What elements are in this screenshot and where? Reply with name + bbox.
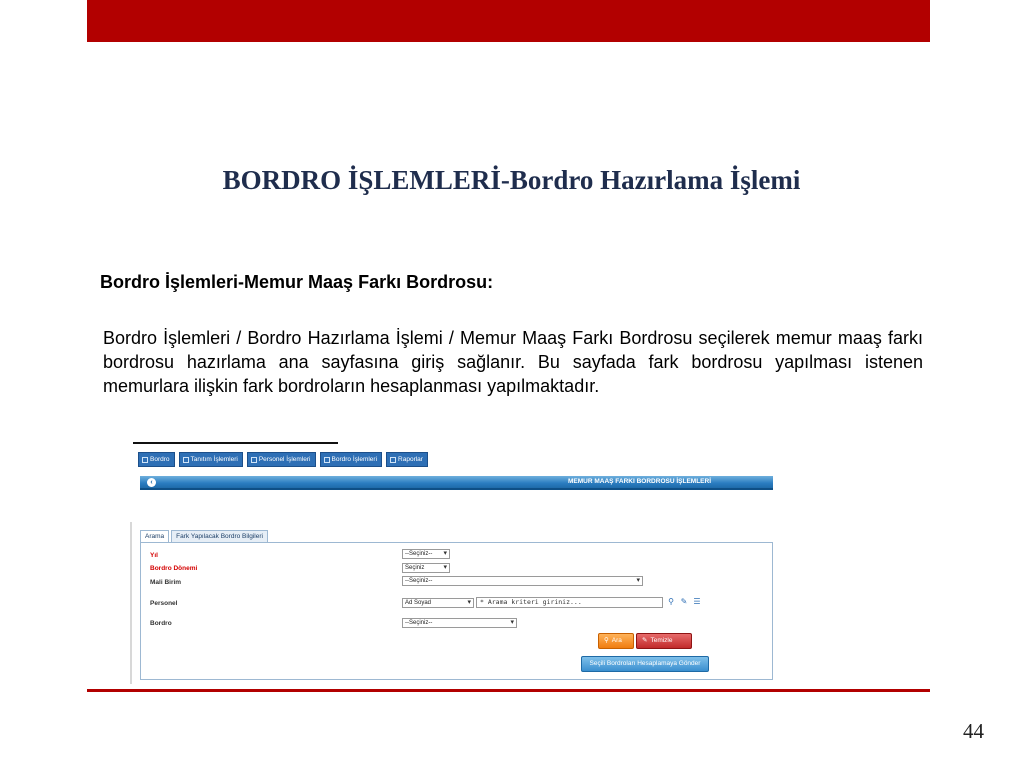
- bordro-label: Bordro: [150, 620, 172, 627]
- menu-item-bordro[interactable]: [138, 452, 175, 467]
- bottom-accent-line: [87, 689, 930, 692]
- brush-icon: ✎: [642, 637, 648, 644]
- grid-icon: [142, 457, 148, 463]
- menu-item-raporlar[interactable]: [386, 452, 428, 467]
- page-header-bar: [140, 476, 773, 490]
- menu-item-label: Raporlar: [398, 456, 423, 463]
- donem-label: Bordro Dönemi: [150, 565, 198, 572]
- temizle-button-label: Temizle: [650, 637, 673, 644]
- donem-select[interactable]: Seçiniz ▾: [402, 563, 450, 573]
- tab-fark-bordro[interactable]: Fark Yapılacak Bordro Bilgileri: [171, 530, 268, 542]
- menu-item-label: Bordro İşlemleri: [331, 456, 378, 463]
- main-menu: [138, 452, 428, 467]
- bordro-select[interactable]: --Seçiniz-- ▾: [402, 618, 517, 628]
- grid-icon: [183, 457, 189, 463]
- menu-item-label: Tanıtım İşlemleri: [190, 456, 238, 463]
- top-accent-bar: [87, 0, 930, 42]
- tab-bar: [140, 530, 268, 542]
- search-form: [140, 542, 773, 680]
- grid-icon: [324, 457, 330, 463]
- slide-body-text: Bordro İşlemleri / Bordro Hazırlama İşlemi / Memur Maaş Farkı Bordrosu seçilerek memur maaş farkı bordrosu hazırlama ana sayfasına giriş sağlanır. Bu sayfada fark bordrosu yapılması istenen memurlara ilişkin fark bordroların hesaplanması yapılmaktadır.: [103, 328, 923, 396]
- menu-item-bordro-islemleri[interactable]: [320, 452, 383, 467]
- personel-search-input[interactable]: * Arama kriteri giriniz...: [476, 597, 663, 608]
- back-icon[interactable]: ‹: [147, 478, 156, 487]
- yil-label: Yıl: [150, 552, 158, 559]
- divider: [130, 522, 132, 684]
- menu-item-tanitim[interactable]: [179, 452, 243, 467]
- menu-item-label: Bordro: [150, 456, 170, 463]
- personel-type-select[interactable]: Ad Soyad ▾: [402, 598, 474, 608]
- send-to-calculation-button[interactable]: Seçili Bordroları Hesaplamaya Gönder: [581, 656, 709, 672]
- list-icon[interactable]: ☰: [693, 597, 701, 606]
- birim-select[interactable]: --Seçiniz-- ▾: [402, 576, 643, 586]
- ara-button[interactable]: [598, 633, 634, 649]
- personel-label: Personel: [150, 600, 178, 607]
- yil-select[interactable]: --Seçiniz-- ▾: [402, 549, 450, 559]
- tab-arama[interactable]: Arama: [140, 530, 169, 542]
- slide-subtitle: Bordro İşlemleri-Memur Maaş Farkı Bordrosu:: [100, 272, 494, 292]
- temizle-button[interactable]: [636, 633, 692, 649]
- page-header-title: MEMUR MAAŞ FARKI BORDROSU İŞLEMLERİ: [568, 478, 711, 485]
- search-icon: ⚲: [604, 637, 609, 644]
- grid-icon: [251, 457, 257, 463]
- clear-brush-icon[interactable]: ✎: [680, 597, 688, 606]
- app-screenshot: [130, 442, 773, 684]
- page-number: 44: [963, 719, 984, 743]
- search-icon[interactable]: ⚲: [668, 597, 674, 606]
- slide-title: BORDRO İŞLEMLERİ-Bordro Hazırlama İşlemi: [222, 165, 801, 195]
- menu-item-personel[interactable]: [247, 452, 316, 467]
- grid-icon: [390, 457, 396, 463]
- birim-label: Mali Birim: [150, 579, 182, 586]
- ara-button-label: Ara: [611, 637, 622, 644]
- divider: [133, 442, 338, 444]
- menu-item-label: Personel İşlemleri: [258, 456, 311, 463]
